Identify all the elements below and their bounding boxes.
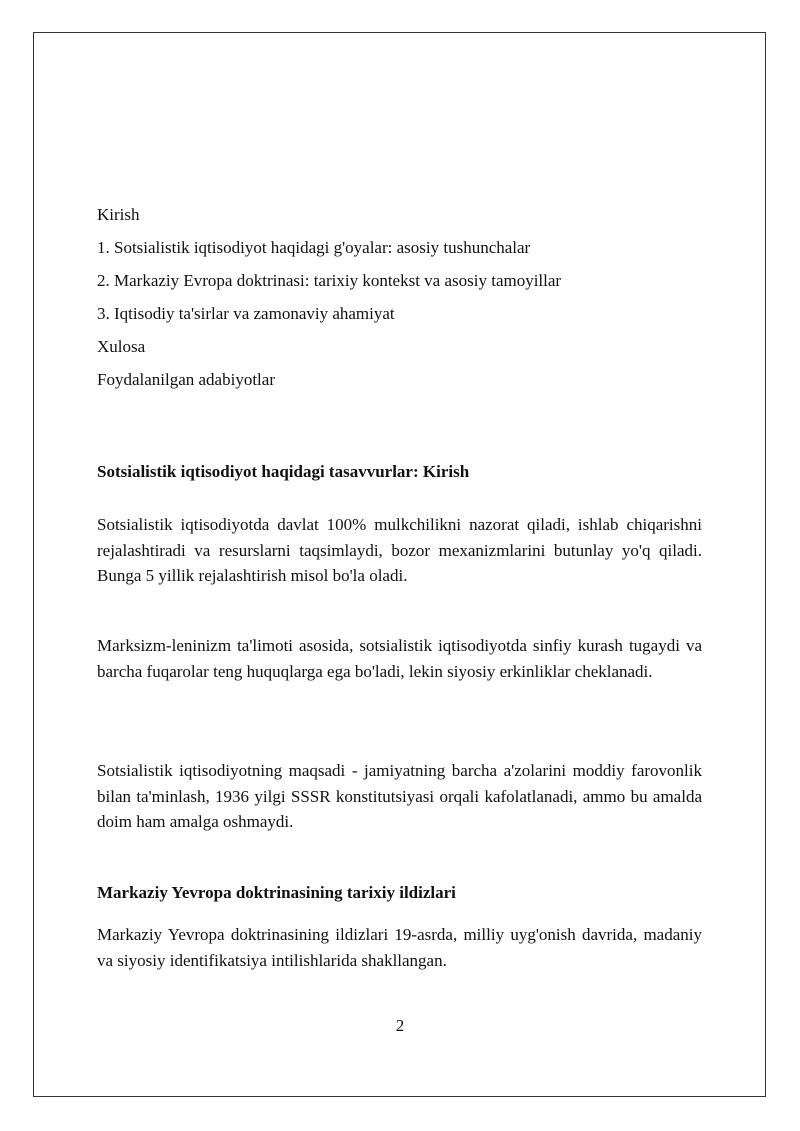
toc-item-3: 3. Iqtisodiy ta'sirlar va zamonaviy ahamiyat xyxy=(97,304,395,323)
section1-paragraph-2: Marksizm-leninizm ta'limoti asosida, sotsialistik iqtisodiyotda sinfiy kurash tugaydi va barcha fuqarolar teng huquqlarga ega bo'ladi, lekin siyosiy erkinliklar cheklanadi. xyxy=(97,636,702,681)
section2-heading: Markaziy Yevropa doktrinasining tarixiy ildizlari xyxy=(97,883,456,902)
section1-paragraph-3: Sotsialistik iqtisodiyotning maqsadi - jamiyatning barcha a'zolarini moddiy farovonlik bilan ta'minlash, 1936 yilgi SSSR konstitutsiyasi orqali kafolatlanadi, ammo bu amalda doim ham amalga oshmaydi. xyxy=(97,761,702,831)
toc-item-conclusion: Xulosa xyxy=(97,337,146,356)
toc-item-intro: Kirish xyxy=(97,205,140,224)
toc-item-1: 1. Sotsialistik iqtisodiyot haqidagi g'oyalar: asosiy tushunchalar xyxy=(97,238,531,257)
section1-paragraph-1: Sotsialistik iqtisodiyotda davlat 100% mulkchilikni nazorat qiladi, ishlab chiqarishni rejalashtiradi va resurslarni taqsimlaydi, bozor mexanizmlarini butunlay yo'q qiladi. Bunga 5 yillik rejalashtirish misol bo'la oladi. xyxy=(97,515,702,585)
toc-item-2: 2. Markaziy Evropa doktrinasi: tarixiy kontekst va asosiy tamoyillar xyxy=(97,271,562,290)
section2-paragraph-1: Markaziy Yevropa doktrinasining ildizlari 19-asrda, milliy uyg'onish davrida, madaniy va siyosiy identifikatsiya intilishlarida shakllangan. xyxy=(97,925,702,970)
toc-item-references: Foydalanilgan adabiyotlar xyxy=(97,370,275,389)
table-of-contents xyxy=(97,198,702,396)
page-number: 2 xyxy=(395,1016,405,1035)
section1-heading: Sotsialistik iqtisodiyot haqidagi tasavvurlar: Kirish xyxy=(97,462,470,481)
